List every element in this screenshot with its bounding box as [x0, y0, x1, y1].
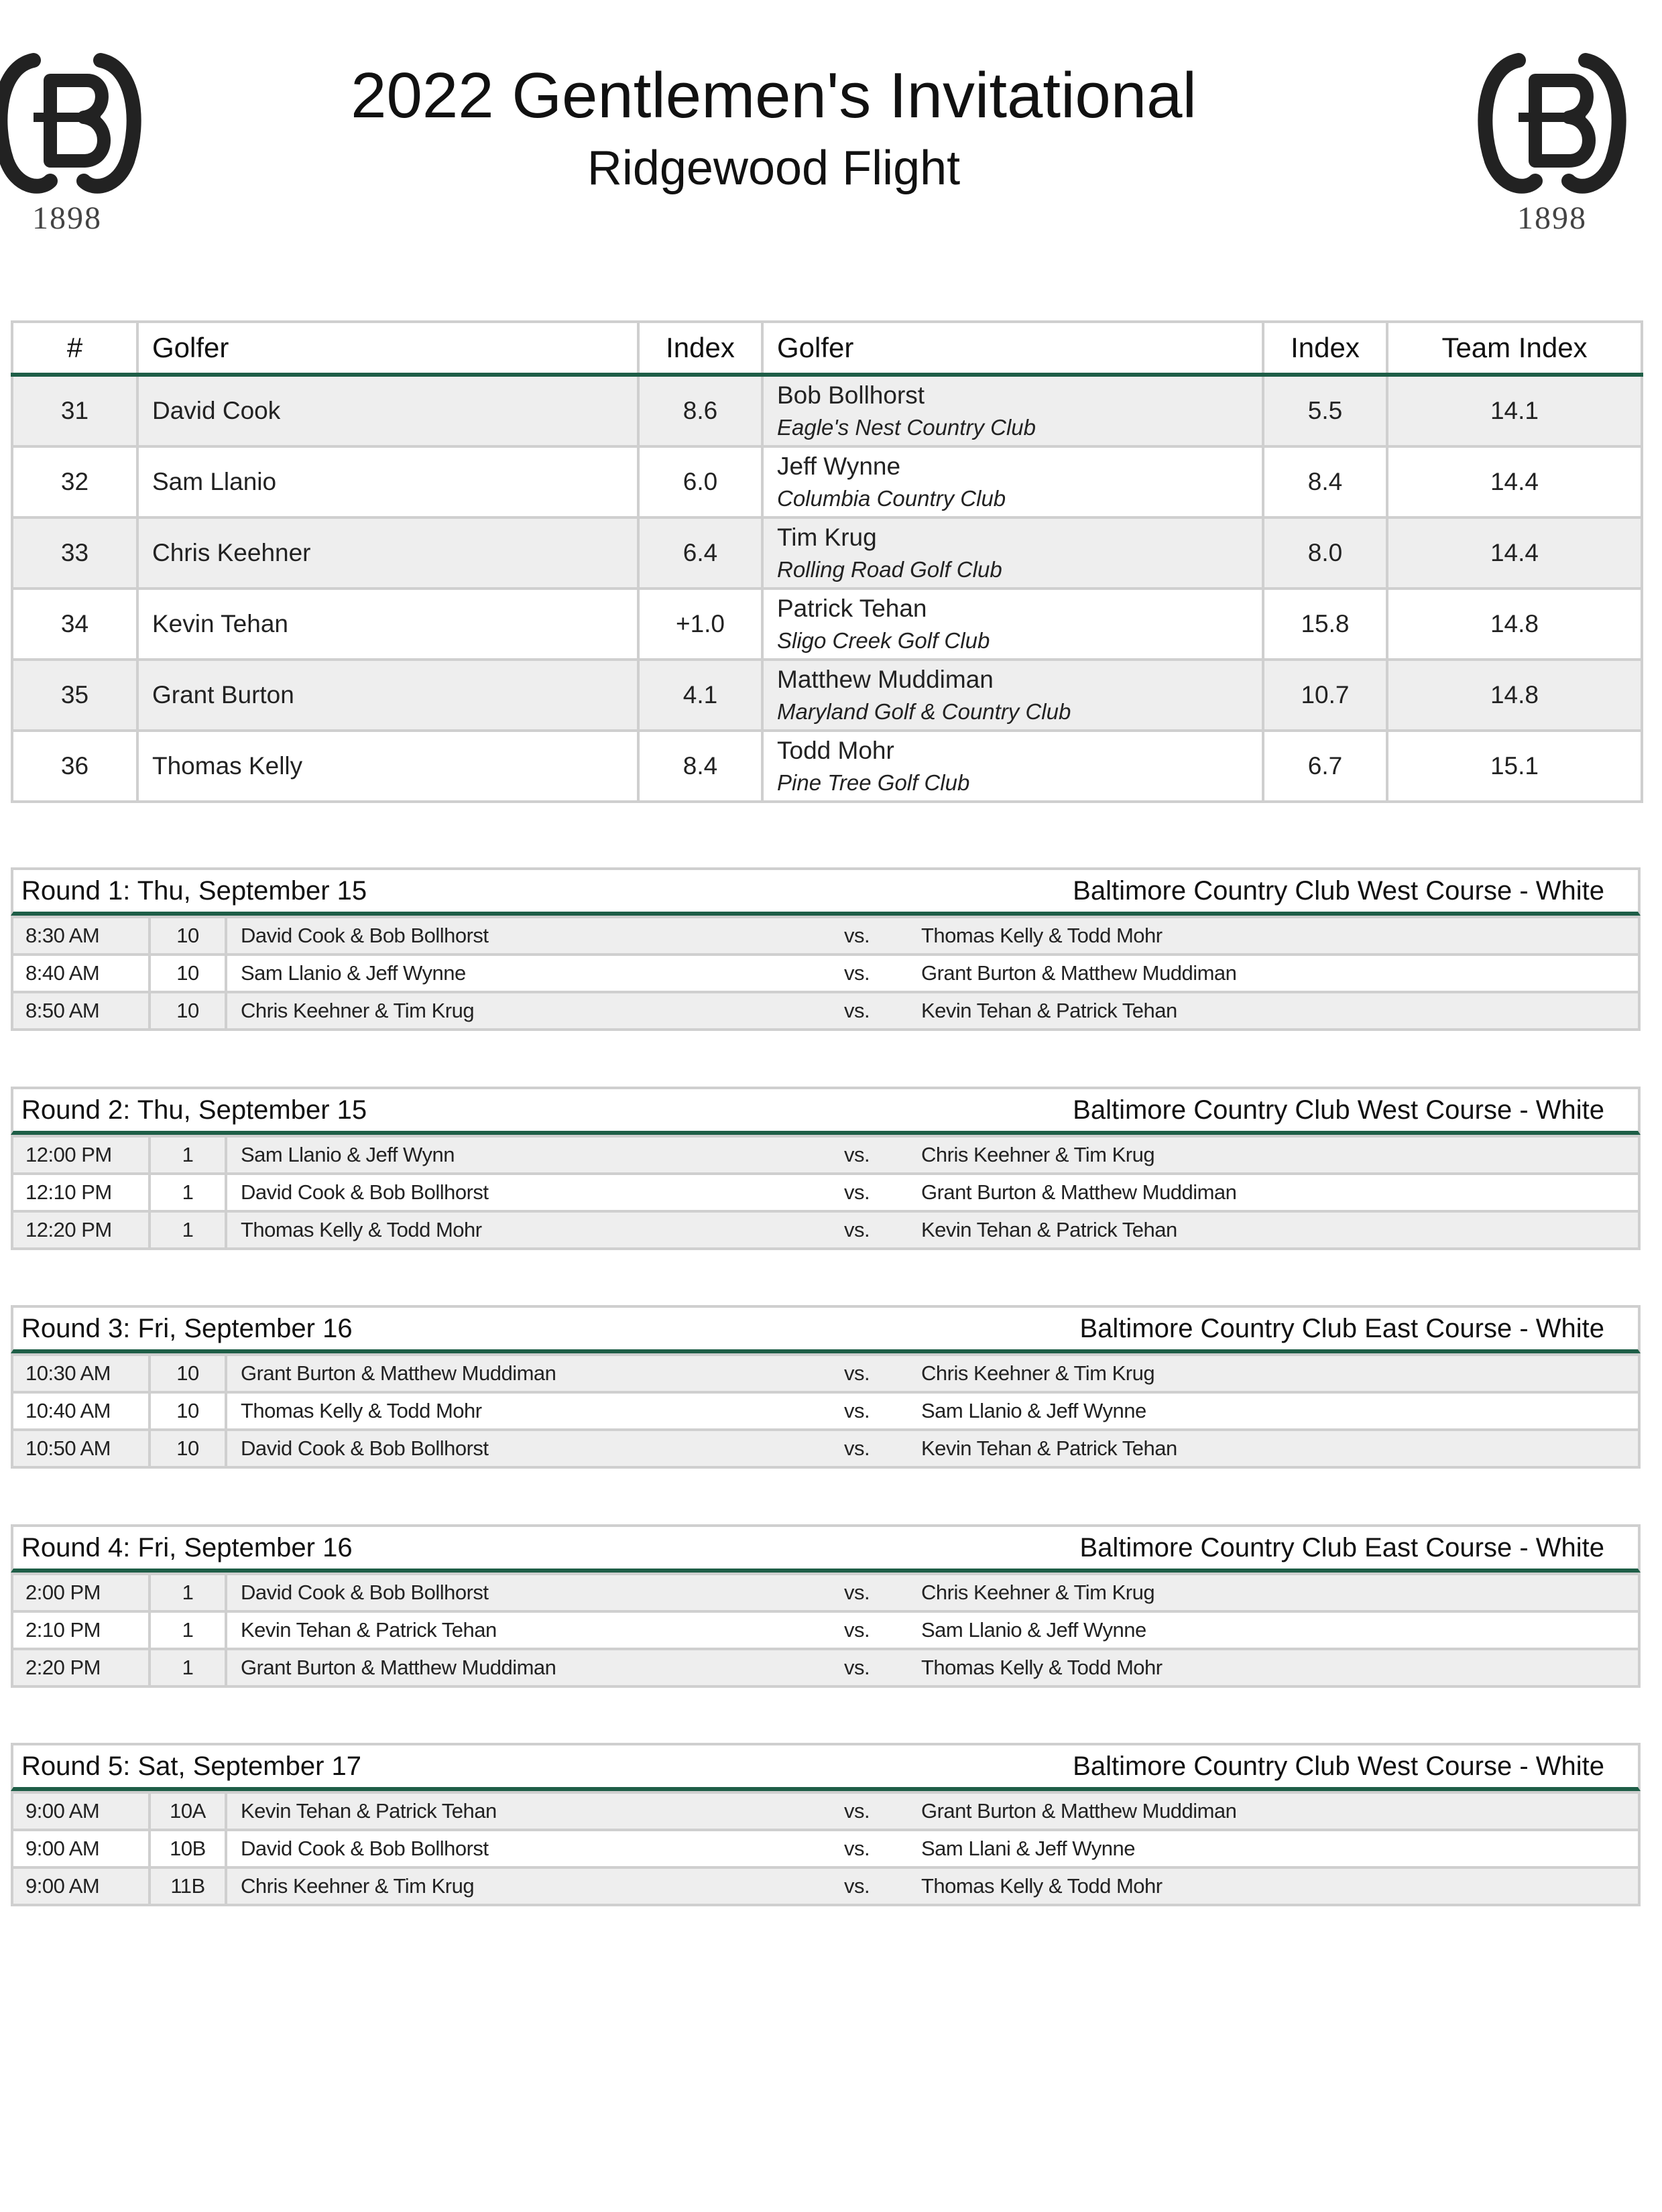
golfer-name: David Cook	[137, 375, 638, 446]
versus-label: vs.	[844, 1874, 870, 1898]
round-header	[11, 867, 1641, 916]
match-row	[12, 992, 1639, 1030]
logo-year: 1898	[32, 200, 102, 236]
versus-label: vs.	[844, 999, 870, 1022]
team-b: Grant Burton & Matthew Muddiman	[921, 1180, 1237, 1204]
table-row	[12, 375, 1642, 446]
starting-hole: 10	[150, 955, 226, 992]
team-index: 14.8	[1387, 660, 1642, 731]
table-row	[12, 731, 1642, 802]
starting-hole: 10	[150, 1392, 226, 1430]
team-number: 33	[12, 517, 137, 589]
golfer-name: Kevin Tehan	[137, 589, 638, 660]
team-a: Chris Keehner & Tim Krug	[241, 1874, 475, 1898]
starting-hole: 10	[150, 917, 226, 955]
team-a: David Cook & Bob Bollhorst	[241, 1581, 489, 1604]
partner-name: Tim Krug	[777, 524, 877, 551]
versus-label: vs.	[844, 961, 870, 985]
golfer-name: Sam Llanio	[137, 446, 638, 517]
match-row	[12, 955, 1639, 992]
match-row	[12, 1174, 1639, 1211]
tee-time: 8:30 AM	[12, 917, 150, 955]
partner-index: 10.7	[1263, 660, 1387, 731]
versus-label: vs.	[844, 1837, 870, 1860]
versus-label: vs.	[844, 1436, 870, 1460]
team-index: 14.4	[1387, 446, 1642, 517]
round-1-block	[11, 867, 1641, 1031]
matchup-cell	[226, 917, 1639, 955]
round-5-block	[11, 1743, 1641, 1906]
matchup-cell	[226, 1649, 1639, 1686]
partner-club: Maryland Golf & Country Club	[777, 699, 1071, 724]
team-number: 34	[12, 589, 137, 660]
matchup-cell	[226, 955, 1639, 992]
versus-label: vs.	[844, 1399, 870, 1422]
matchup-cell	[226, 1174, 1639, 1211]
versus-label: vs.	[844, 1618, 870, 1642]
team-index: 14.4	[1387, 517, 1642, 589]
matchup-cell	[226, 1574, 1639, 1611]
table-row	[12, 589, 1642, 660]
round-title: Round 5: Sat, September 17	[21, 1752, 361, 1781]
partner-index: 5.5	[1263, 375, 1387, 446]
team-a: David Cook & Bob Bollhorst	[241, 1436, 489, 1460]
round-title: Round 2: Thu, September 15	[21, 1095, 367, 1125]
partner-name: Matthew Muddiman	[777, 666, 994, 693]
team-a: David Cook & Bob Bollhorst	[241, 1180, 489, 1204]
round-2-block	[11, 1087, 1641, 1250]
partner-club: Sligo Creek Golf Club	[777, 628, 990, 653]
tee-time: 9:00 AM	[12, 1792, 150, 1830]
team-b: Sam Llanio & Jeff Wynne	[921, 1618, 1146, 1642]
partner-cell	[762, 375, 1263, 446]
golfer-index: 4.1	[638, 660, 762, 731]
tee-time: 10:50 AM	[12, 1430, 150, 1467]
column-header-index: Index	[638, 322, 762, 375]
match-table	[11, 1791, 1641, 1906]
match-row	[12, 1792, 1639, 1830]
team-index: 15.1	[1387, 731, 1642, 802]
golfer-name: Grant Burton	[137, 660, 638, 731]
match-row	[12, 1211, 1639, 1249]
matchup-cell	[226, 1392, 1639, 1430]
round-course: Baltimore Country Club West Course - White	[1073, 876, 1604, 906]
column-header-number: #	[12, 322, 137, 375]
partner-name: Bob Bollhorst	[777, 381, 925, 409]
versus-label: vs.	[844, 1218, 870, 1241]
tee-time: 10:40 AM	[12, 1392, 150, 1430]
team-a: Sam Llanio & Jeff Wynne	[241, 961, 466, 985]
matchup-cell	[226, 1792, 1639, 1830]
partner-cell	[762, 731, 1263, 802]
matchup-cell	[226, 1830, 1639, 1867]
team-b: Chris Keehner & Tim Krug	[921, 1143, 1155, 1166]
round-course: Baltimore Country Club East Course - White	[1079, 1314, 1604, 1343]
table-row	[12, 517, 1642, 589]
team-b: Sam Llani & Jeff Wynne	[921, 1837, 1135, 1860]
tee-time: 2:10 PM	[12, 1611, 150, 1649]
round-title: Round 1: Thu, September 15	[21, 876, 367, 906]
match-row	[12, 1355, 1639, 1392]
golfer-index: 6.0	[638, 446, 762, 517]
matchup-cell	[226, 992, 1639, 1030]
logo-year: 1898	[1517, 200, 1587, 236]
team-a: Chris Keehner & Tim Krug	[241, 999, 475, 1022]
tee-time: 9:00 AM	[12, 1867, 150, 1905]
match-row	[12, 1611, 1639, 1649]
table-row	[12, 446, 1642, 517]
matchup-cell	[226, 1211, 1639, 1249]
partner-name: Patrick Tehan	[777, 595, 927, 622]
partner-index: 15.8	[1263, 589, 1387, 660]
team-a: Thomas Kelly & Todd Mohr	[241, 1399, 482, 1422]
round-title: Round 3: Fri, September 16	[21, 1314, 353, 1343]
starting-hole: 10B	[150, 1830, 226, 1867]
match-row	[12, 1430, 1639, 1467]
partner-cell	[762, 446, 1263, 517]
starting-hole: 10	[150, 1355, 226, 1392]
match-table	[11, 1135, 1641, 1250]
partner-index: 8.4	[1263, 446, 1387, 517]
team-b: Kevin Tehan & Patrick Tehan	[921, 1436, 1177, 1460]
match-table	[11, 1573, 1641, 1688]
partner-club: Columbia Country Club	[777, 486, 1006, 511]
roster-header-row	[12, 322, 1642, 375]
versus-label: vs.	[844, 1143, 870, 1166]
round-header	[11, 1524, 1641, 1573]
team-b: Grant Burton & Matthew Muddiman	[921, 961, 1237, 985]
versus-label: vs.	[844, 924, 870, 947]
round-3-block	[11, 1305, 1641, 1469]
partner-cell	[762, 660, 1263, 731]
team-index: 14.8	[1387, 589, 1642, 660]
starting-hole: 1	[150, 1211, 226, 1249]
team-number: 31	[12, 375, 137, 446]
team-index: 14.1	[1387, 375, 1642, 446]
match-row	[12, 1392, 1639, 1430]
team-a: Sam Llanio & Jeff Wynn	[241, 1143, 455, 1166]
team-b: Kevin Tehan & Patrick Tehan	[921, 1218, 1177, 1241]
team-b: Sam Llanio & Jeff Wynne	[921, 1399, 1146, 1422]
team-number: 35	[12, 660, 137, 731]
partner-cell	[762, 589, 1263, 660]
match-row	[12, 1136, 1639, 1174]
matchup-cell	[226, 1430, 1639, 1467]
golfer-index: 8.4	[638, 731, 762, 802]
team-b: Chris Keehner & Tim Krug	[921, 1361, 1155, 1385]
match-table	[11, 1353, 1641, 1469]
team-b: Kevin Tehan & Patrick Tehan	[921, 999, 1177, 1022]
partner-index: 6.7	[1263, 731, 1387, 802]
starting-hole: 10	[150, 992, 226, 1030]
golfer-index: +1.0	[638, 589, 762, 660]
tee-time: 2:20 PM	[12, 1649, 150, 1686]
match-row	[12, 1830, 1639, 1867]
table-row	[12, 660, 1642, 731]
column-header-partner-index: Index	[1263, 322, 1387, 375]
match-row	[12, 1574, 1639, 1611]
team-b: Thomas Kelly & Todd Mohr	[921, 924, 1163, 947]
starting-hole: 1	[150, 1574, 226, 1611]
tee-time: 10:30 AM	[12, 1355, 150, 1392]
team-a: Kevin Tehan & Patrick Tehan	[241, 1618, 497, 1642]
team-a: Grant Burton & Matthew Muddiman	[241, 1656, 556, 1679]
starting-hole: 10	[150, 1430, 226, 1467]
partner-cell	[762, 517, 1263, 589]
column-header-team-index: Team Index	[1387, 322, 1642, 375]
versus-label: vs.	[844, 1581, 870, 1604]
versus-label: vs.	[844, 1799, 870, 1823]
tee-time: 12:20 PM	[12, 1211, 150, 1249]
golfer-index: 8.6	[638, 375, 762, 446]
team-a: David Cook & Bob Bollhorst	[241, 924, 489, 947]
team-b: Chris Keehner & Tim Krug	[921, 1581, 1155, 1604]
team-number: 32	[12, 446, 137, 517]
round-course: Baltimore Country Club West Course - White	[1073, 1752, 1604, 1781]
tee-time: 12:10 PM	[12, 1174, 150, 1211]
starting-hole: 10A	[150, 1792, 226, 1830]
column-header-partner: Golfer	[762, 322, 1263, 375]
match-row	[12, 1867, 1639, 1905]
team-b: Grant Burton & Matthew Muddiman	[921, 1799, 1237, 1823]
team-a: Grant Burton & Matthew Muddiman	[241, 1361, 556, 1385]
partner-name: Todd Mohr	[777, 737, 894, 764]
partner-club: Pine Tree Golf Club	[777, 770, 970, 795]
matchup-cell	[226, 1136, 1639, 1174]
starting-hole: 1	[150, 1649, 226, 1686]
tee-time: 8:50 AM	[12, 992, 150, 1030]
starting-hole: 1	[150, 1174, 226, 1211]
versus-label: vs.	[844, 1361, 870, 1385]
golfer-index: 6.4	[638, 517, 762, 589]
page-title: 2022 Gentlemen's Invitational	[351, 60, 1197, 131]
matchup-cell	[226, 1355, 1639, 1392]
partner-name: Jeff Wynne	[777, 452, 901, 480]
partner-club: Rolling Road Golf Club	[777, 557, 1002, 582]
tee-time: 9:00 AM	[12, 1830, 150, 1867]
round-4-block	[11, 1524, 1641, 1688]
matchup-cell	[226, 1611, 1639, 1649]
round-header	[11, 1305, 1641, 1353]
versus-label: vs.	[844, 1656, 870, 1679]
tee-time: 8:40 AM	[12, 955, 150, 992]
versus-label: vs.	[844, 1180, 870, 1204]
matchup-cell	[226, 1867, 1639, 1905]
starting-hole: 1	[150, 1611, 226, 1649]
round-title: Round 4: Fri, September 16	[21, 1533, 353, 1562]
page-subtitle: Ridgewood Flight	[587, 141, 961, 195]
team-b: Thomas Kelly & Todd Mohr	[921, 1874, 1163, 1898]
team-a: Thomas Kelly & Todd Mohr	[241, 1218, 482, 1241]
partner-index: 8.0	[1263, 517, 1387, 589]
tee-time: 12:00 PM	[12, 1136, 150, 1174]
tee-time: 2:00 PM	[12, 1574, 150, 1611]
match-row	[12, 1649, 1639, 1686]
partner-club: Eagle's Nest Country Club	[777, 415, 1036, 440]
round-header	[11, 1743, 1641, 1791]
starting-hole: 11B	[150, 1867, 226, 1905]
match-row	[12, 917, 1639, 955]
team-number: 36	[12, 731, 137, 802]
team-a: Kevin Tehan & Patrick Tehan	[241, 1799, 497, 1823]
column-header-golfer: Golfer	[137, 322, 638, 375]
starting-hole: 1	[150, 1136, 226, 1174]
team-a: David Cook & Bob Bollhorst	[241, 1837, 489, 1860]
match-table	[11, 916, 1641, 1031]
team-b: Thomas Kelly & Todd Mohr	[921, 1656, 1163, 1679]
roster-table	[11, 320, 1643, 803]
golfer-name: Thomas Kelly	[137, 731, 638, 802]
round-course: Baltimore Country Club West Course - White	[1073, 1095, 1604, 1125]
golfer-name: Chris Keehner	[137, 517, 638, 589]
round-header	[11, 1087, 1641, 1135]
round-course: Baltimore Country Club East Course - White	[1079, 1533, 1604, 1562]
